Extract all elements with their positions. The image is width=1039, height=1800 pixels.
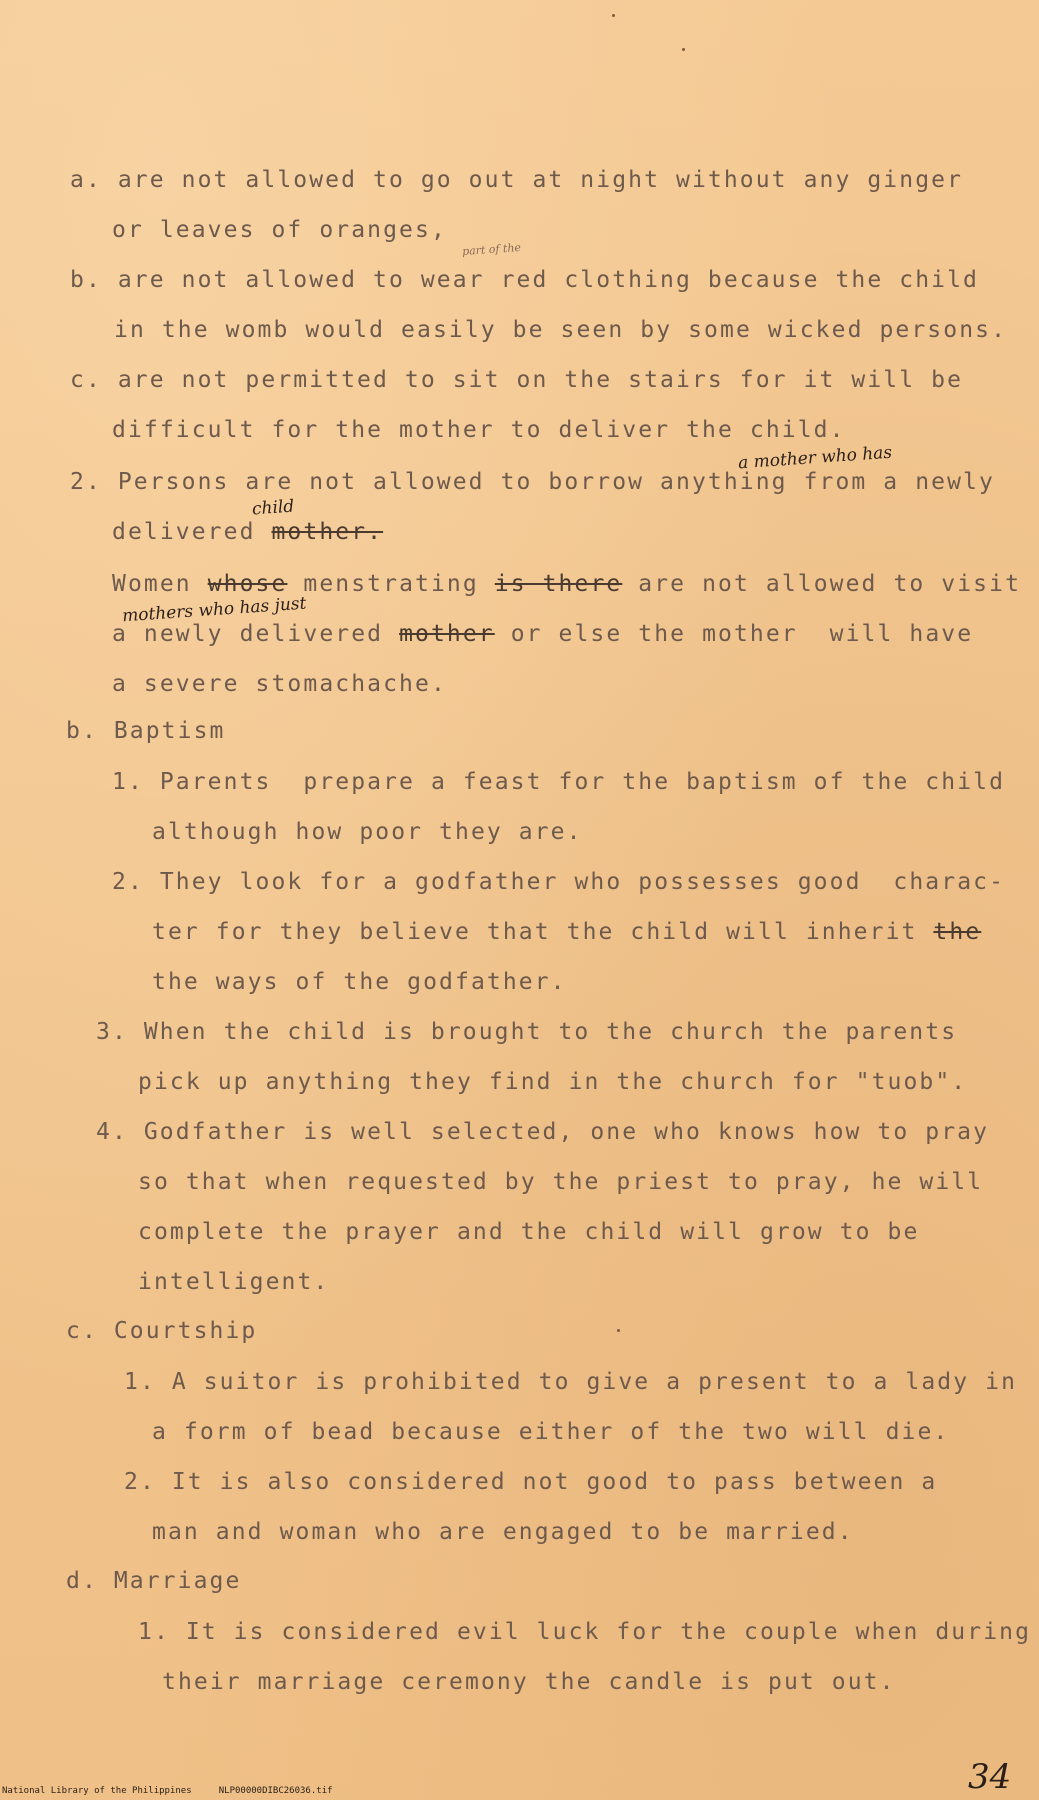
text-line: 3. When the child is brought to the church the parents (96, 1019, 958, 1045)
text-line: 1. It is considered evil luck for the couple when during (138, 1619, 1032, 1645)
text-line (152, 918, 981, 946)
handwritten-note: child (251, 496, 295, 520)
section-heading: d. Marriage (66, 1568, 242, 1594)
text-segment: or else the mother will have (494, 621, 974, 647)
text-line: complete the prayer and the child will grow to be (138, 1219, 920, 1245)
text-line: b. are not allowed to wear red clothing because the child (70, 267, 979, 293)
text-line (112, 620, 973, 648)
text-line: 2. It is also considered not good to pass between a (124, 1469, 938, 1495)
struck-text: mother (399, 621, 495, 647)
text-line: intelligent. (138, 1269, 330, 1295)
text-line: in the womb would easily be seen by some wicked persons. (114, 317, 1008, 343)
text-line: 1. A suitor is prohibited to give a present to a lady in (124, 1369, 1018, 1395)
handwritten-note: mothers who has just (121, 593, 308, 627)
struck-text: mother. (271, 519, 384, 545)
text-line: the ways of the godfather. (152, 969, 567, 995)
text-line: c. are not permitted to sit on the stairs for it will be (70, 367, 964, 393)
text-segment: a newly delivered (112, 621, 400, 647)
text-segment: menstrating (287, 571, 495, 597)
text-line: although how poor they are. (152, 819, 583, 845)
text-segment: Women (112, 571, 208, 597)
text-line: 2. They look for a godfather who possesses good charac- (112, 869, 1006, 895)
text-line: or leaves of oranges, (112, 217, 447, 243)
handwritten-note: a mother who has (737, 442, 893, 474)
text-line: difficult for the mother to deliver the child. (112, 417, 846, 443)
text-line: a. are not allowed to go out at night without any ginger (70, 167, 964, 193)
paper-speck (682, 48, 685, 51)
page-number: 34 (968, 1757, 1012, 1797)
text-segment: ter for they believe that the child will inherit (152, 919, 934, 945)
paper-speck (612, 14, 615, 17)
text-line: 2. Persons are not allowed to borrow anything from a newly (70, 469, 995, 495)
struck-text: is there (494, 571, 623, 597)
text-line: a severe stomachache. (112, 671, 447, 697)
text-line (112, 570, 1021, 598)
paper-speck (617, 1329, 620, 1332)
text-line: 4. Godfather is well selected, one who knows how to pray (96, 1119, 990, 1145)
text-line: a form of bead because either of the two will die. (152, 1419, 950, 1445)
footer-caption: National Library of the Philippines NLP00000DIBC26036.tif (2, 1786, 333, 1796)
section-heading: b. Baptism (66, 718, 226, 744)
text-line: so that when requested by the priest to pray, he will (138, 1169, 984, 1195)
struck-text: whose (207, 571, 288, 597)
text-segment: delivered (112, 519, 272, 545)
text-line: pick up anything they find in the church for "tuob". (138, 1069, 968, 1095)
text-line: their marriage ceremony the candle is put out. (162, 1669, 896, 1695)
section-heading: c. Courtship (66, 1318, 258, 1344)
struck-text: the (933, 919, 982, 945)
text-segment: are not allowed to visit (622, 571, 1022, 597)
handwritten-note: part of the (461, 240, 522, 259)
text-line: man and woman who are engaged to be married. (152, 1519, 854, 1545)
text-line (112, 518, 383, 546)
text-line: 1. Parents prepare a feast for the baptism of the child (112, 769, 1006, 795)
